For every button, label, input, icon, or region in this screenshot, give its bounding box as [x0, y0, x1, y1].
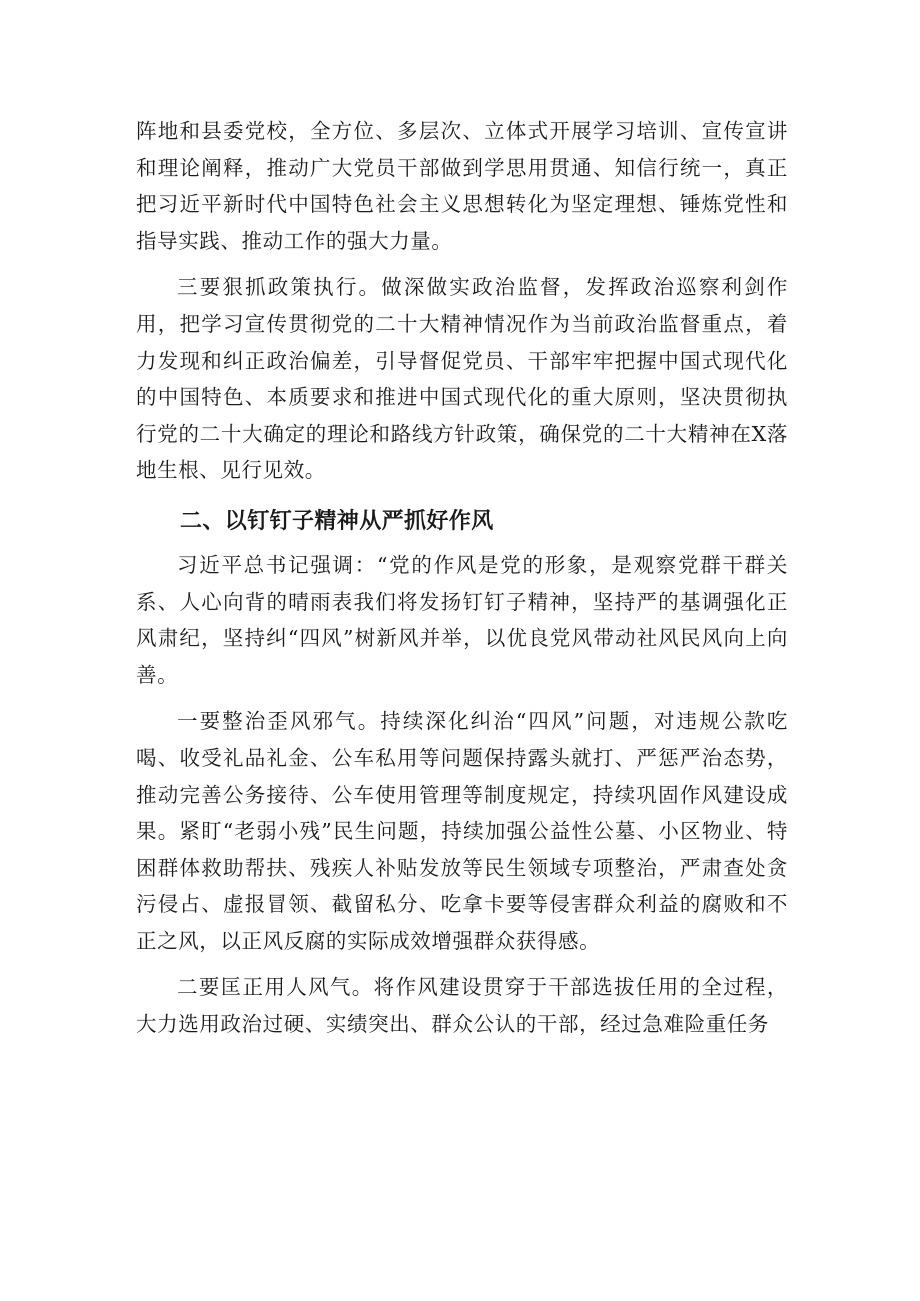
- paragraph-rectify-unhealthy-trends: 一要整治歪风邪气。持续深化纠治“四风”问题，对违规公款吃喝、收受礼品礼金、公车私用等问题保持露头就打、严惩严治态势，推动完善公务接待、公车使用管理等制度规定，持续巩固作风建设成果。紧盯“老弱小残”民生问题，持续加强公益性公墓、小区物业、特困群体救助帮扶、残疾人补贴发放等民生领域专项整治，严肃查处贪污侵占、虚报冒领、截留私分、吃拿卡要等侵害群众利益的腐败和不正之风，以正风反腐的实际成效增强群众获得感。: [136, 709, 788, 953]
- paragraph-xi-quote: 习近平总书记强调：“党的作风是党的形象，是观察党群干群关系、人心向背的晴雨表我们将发扬钉钉子精神，坚持严的基调强化正风肃纪，坚持纠“四风”树新风并举，以优良党风带动社风民风向上向善。: [136, 552, 788, 687]
- paragraph-policy-execution: 三要狠抓政策执行。做深做实政治监督，发挥政治巡察利剑作用，把学习宣传贯彻党的二十大精神情况作为当前政治监督重点，着力发现和纠正政治偏差，引导督促党员、干部牢牢把握中国式现代化的中国特色、本质要求和推进中国式现代化的重大原则，坚决贯彻执行党的二十大确定的理论和路线方针政策，确保党的二十大精神在X落地生根、见行见效。: [136, 275, 788, 483]
- paragraph-personnel-practices: 二要匡正用人风气。将作风建设贯穿于干部选拔任用的全过程，大力选用政治过硬、实绩突出、群众公认的干部，经过急难险重任务: [136, 975, 788, 1037]
- paragraph-party-school: 阵地和县委党校，全方位、多层次、立体式开展学习培训、宣传宣讲和理论阐释，推动广大党员干部做到学思用贯通、知信行统一，真正把习近平新时代中国特色社会主义思想转化为坚定理想、锤炼党性和指导实践、推动工作的强大力量。: [136, 119, 788, 253]
- section-heading-work-style: 二、以钉钉子精神从严抓好作风: [180, 508, 494, 534]
- document-page: [136, 113, 788, 1043]
